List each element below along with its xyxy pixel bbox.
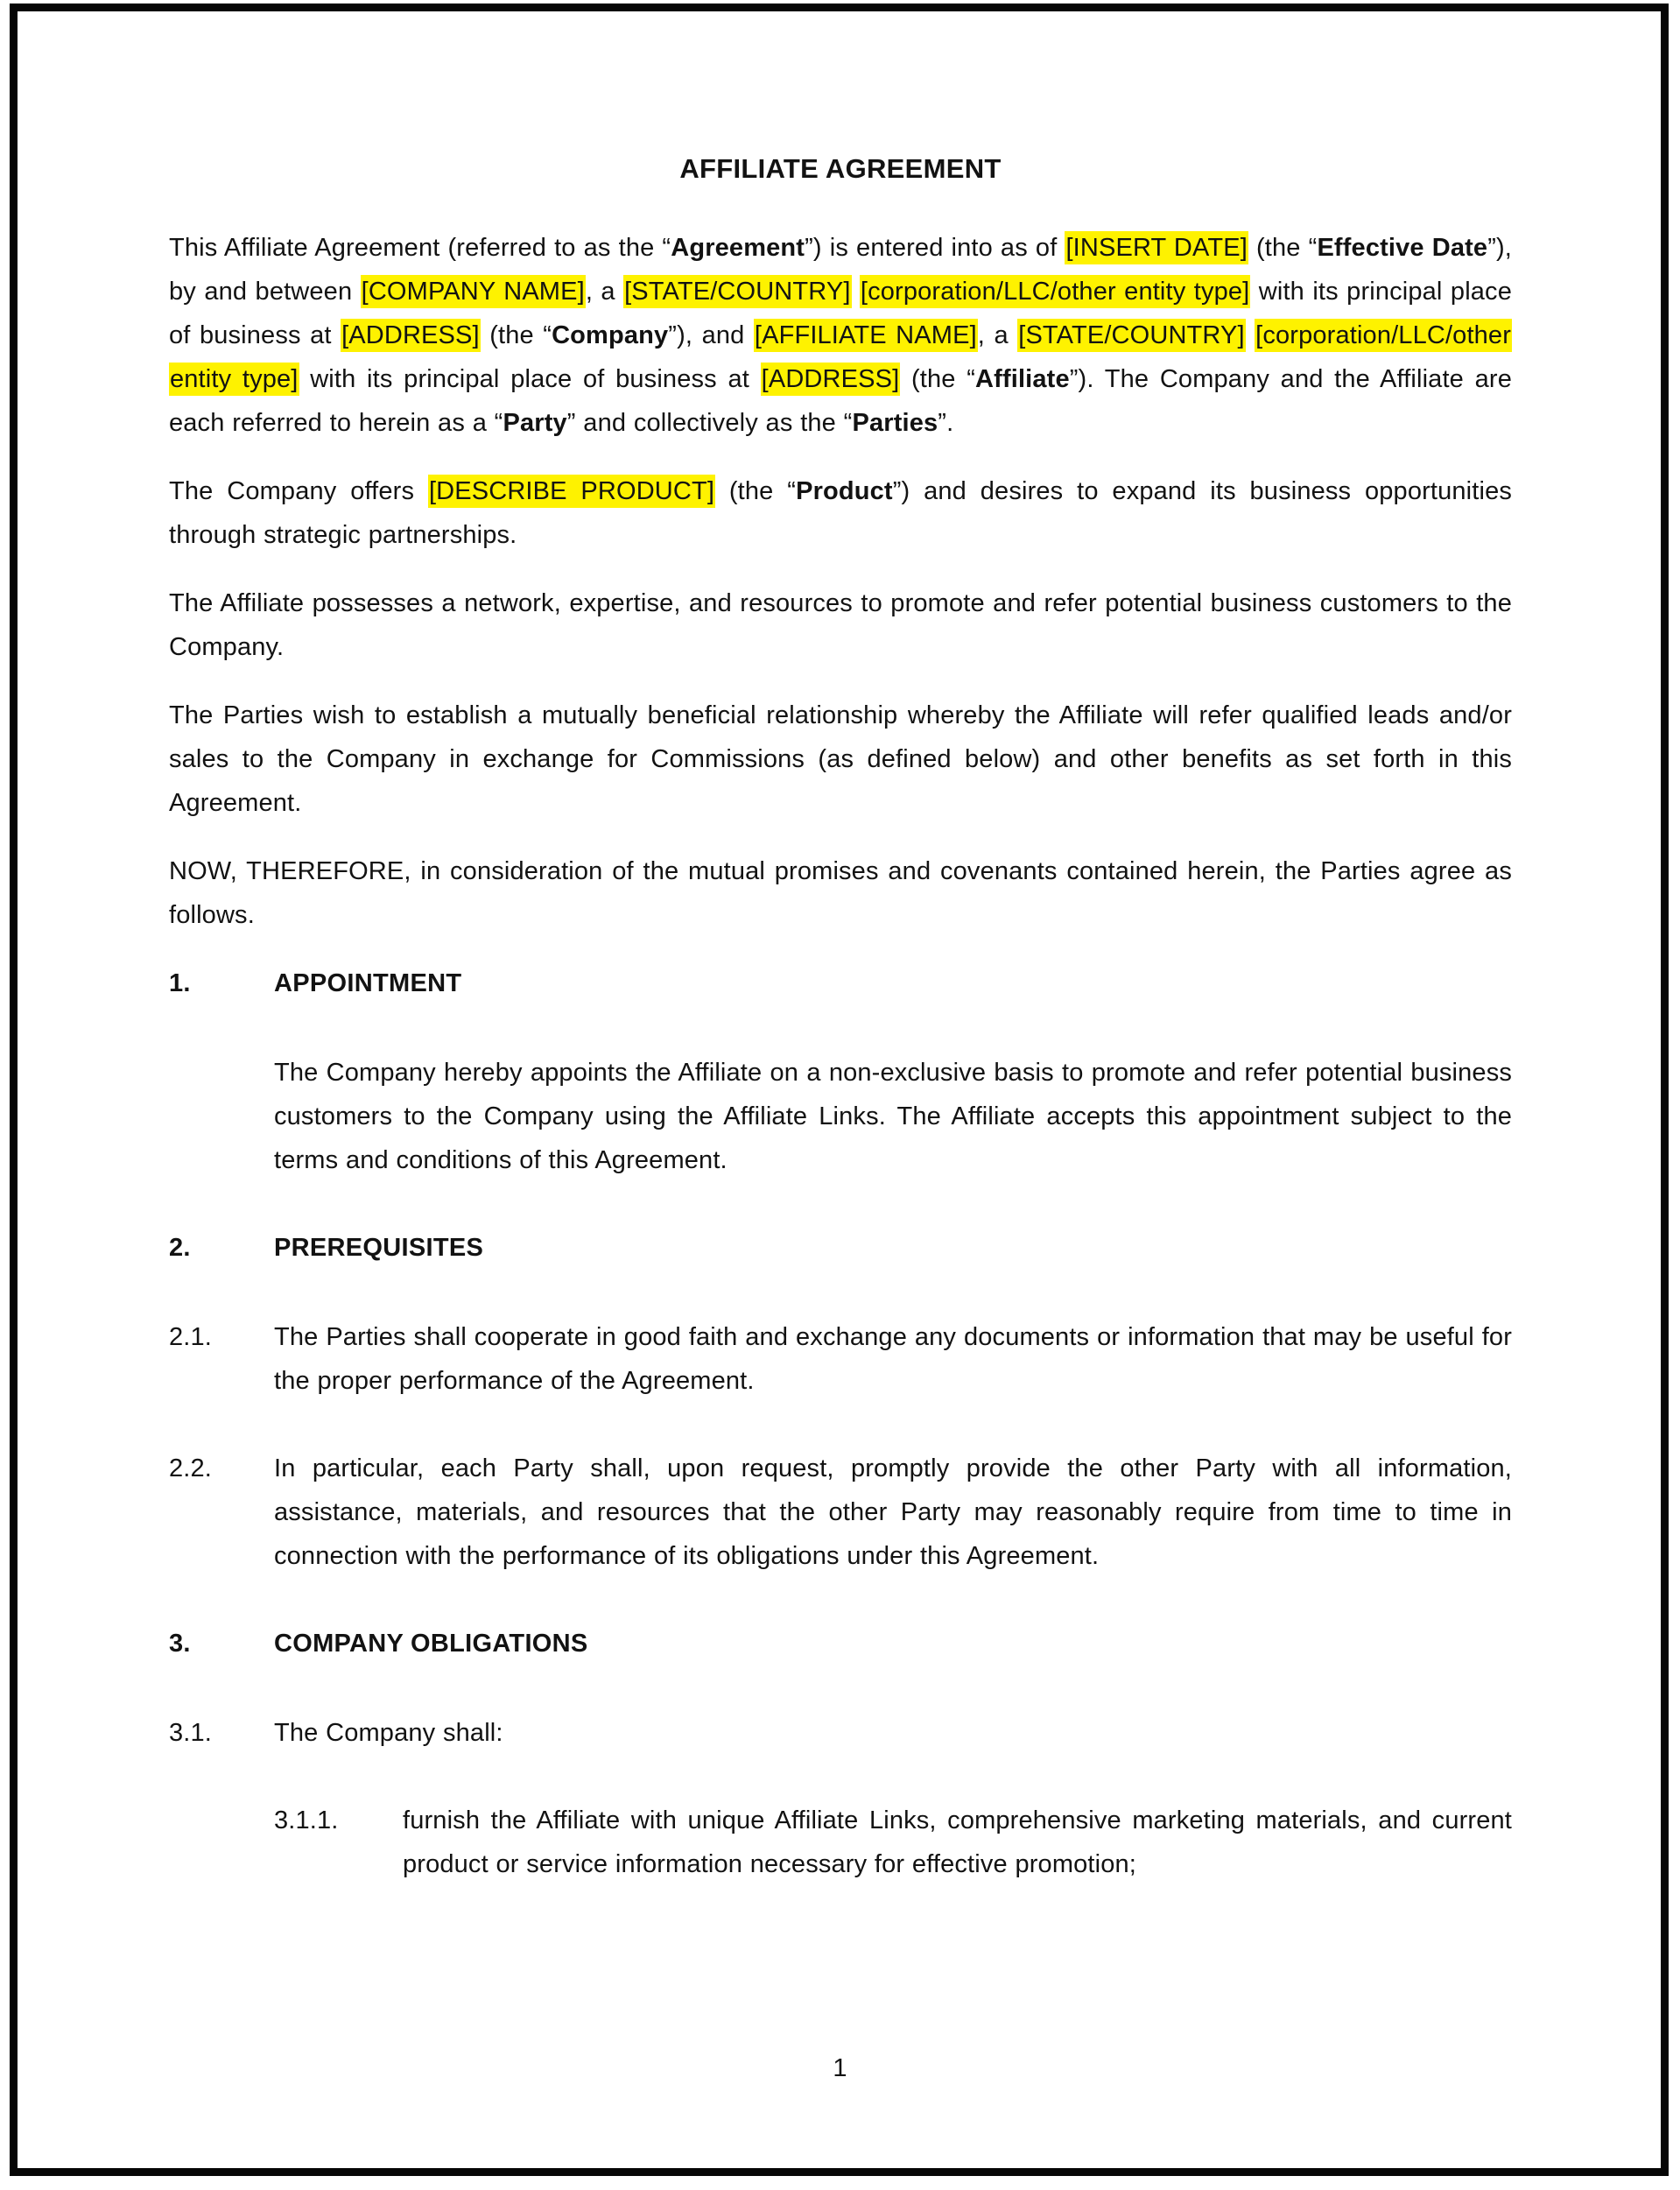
- highlight-placeholder: [AFFILIATE NAME]: [754, 319, 978, 352]
- section-heading: COMPANY OBLIGATIONS: [274, 1630, 588, 1658]
- text-run: (the “: [480, 321, 552, 349]
- highlight-placeholder: [STATE/COUNTRY]: [623, 275, 851, 308]
- text-run: (the “: [900, 365, 976, 393]
- clause-text: furnish the Affiliate with unique Affiliate Links, comprehensive marketing materials, and current product or service information necessary for effective promotion;: [403, 1806, 1512, 1878]
- page-content: [169, 147, 1512, 1930]
- text-run: [1246, 321, 1255, 349]
- text-run: [852, 278, 860, 306]
- highlight-placeholder: [corporation/LLC/other entity type]: [169, 319, 1512, 396]
- section-heading-row: [169, 1622, 1512, 1665]
- paragraph: [169, 849, 1512, 937]
- highlight-placeholder: [COMPANY NAME]: [361, 275, 586, 308]
- text-run: Product: [796, 477, 893, 505]
- highlight-placeholder: [ADDRESS]: [341, 319, 481, 352]
- highlight-placeholder: [INSERT DATE]: [1065, 231, 1248, 264]
- section-number: 1.: [169, 969, 191, 997]
- text-run: The Affiliate possesses a network, expertise, and resources to promote and refer potential business customers to the Company.: [169, 589, 1512, 661]
- text-run: Parties: [852, 409, 938, 437]
- section-number: 2.: [169, 1234, 191, 1262]
- text-run: ”) and desires to expand its business opportunities through strategic partnerships.: [169, 477, 1513, 549]
- sub-clause-row: [274, 1799, 1512, 1886]
- paragraph: [169, 469, 1512, 557]
- text-run: with its principal place of business at: [169, 278, 1512, 349]
- section-heading: APPOINTMENT: [274, 969, 462, 997]
- text-run: Company: [552, 321, 669, 349]
- text-run: with its principal place of business at: [299, 365, 761, 393]
- clause-row: [169, 1315, 1512, 1403]
- section-body: The Company hereby appoints the Affiliate on a non-exclusive basis to promote and refer potential business customers to the Company using the Affiliate Links. The Affiliate accepts this appointment subject to the terms and conditions of this Agreement.: [274, 1059, 1512, 1174]
- text-run: ”.: [938, 409, 954, 437]
- sections: [169, 961, 1512, 1886]
- text-run: The Company offers: [169, 477, 428, 505]
- text-run: ”), by and between: [169, 234, 1513, 306]
- document-title: AFFILIATE AGREEMENT: [679, 153, 1002, 184]
- clause-text: The Parties shall cooperate in good faith and exchange any documents or information that may be useful for the proper performance of the Agreement.: [274, 1323, 1512, 1395]
- clause-number: 3.1.1.: [274, 1806, 339, 1834]
- text-run: (the “: [715, 477, 797, 505]
- page-number: 1: [833, 2054, 847, 2082]
- clause-number: 2.1.: [169, 1323, 212, 1351]
- section-heading-row: [169, 1226, 1512, 1270]
- paragraph: [169, 581, 1512, 669]
- clause-number: 3.1.: [169, 1719, 212, 1747]
- highlight-placeholder: [corporation/LLC/other entity type]: [860, 275, 1250, 308]
- text-run: (the “: [1248, 234, 1318, 262]
- preamble: [169, 226, 1512, 937]
- highlight-placeholder: [ADDRESS]: [761, 363, 901, 396]
- paragraph: [169, 226, 1512, 445]
- clause-text: In particular, each Party shall, upon request, promptly provide the other Party with all information, assistance, materials, and resources that the other Party may reasonably require from time to time in connection with the performance of its obligations under this Agreement.: [274, 1454, 1512, 1570]
- text-run: The Parties wish to establish a mutually beneficial relationship whereby the Affiliate will refer qualified leads and/or sales to the Company in exchange for Commissions (as defined below) and other benefits as set forth in this Agreement.: [169, 701, 1512, 817]
- text-run: NOW, THEREFORE, in consideration of the mutual promises and covenants contained herein, the Parties agree as follows.: [169, 857, 1512, 929]
- text-run: ”), and: [668, 321, 754, 349]
- paragraph: [169, 694, 1512, 825]
- text-run: This Affiliate Agreement (referred to as the “: [169, 234, 671, 262]
- text-run: Party: [503, 409, 567, 437]
- text-run: ”). The Company and the Affiliate are each referred to herein as a “: [169, 365, 1512, 437]
- section-heading-row: [169, 961, 1512, 1005]
- highlight-placeholder: [STATE/COUNTRY]: [1017, 319, 1245, 352]
- text-run: Affiliate: [975, 365, 1070, 393]
- section-heading: PREREQUISITES: [274, 1234, 484, 1262]
- clause-row: [169, 1447, 1512, 1578]
- text-run: Agreement: [671, 234, 805, 262]
- clause-text: The Company shall:: [274, 1719, 503, 1747]
- section-number: 3.: [169, 1630, 191, 1658]
- text-run: , a: [977, 321, 1018, 349]
- clause-number: 2.2.: [169, 1454, 212, 1482]
- text-run: , a: [585, 278, 624, 306]
- highlight-placeholder: [DESCRIBE PRODUCT]: [428, 475, 715, 508]
- text-run: ”) is entered into as of: [805, 234, 1065, 262]
- text-run: ” and collectively as the “: [566, 409, 853, 437]
- clause-row: [169, 1711, 1512, 1755]
- text-run: Effective Date: [1317, 234, 1488, 262]
